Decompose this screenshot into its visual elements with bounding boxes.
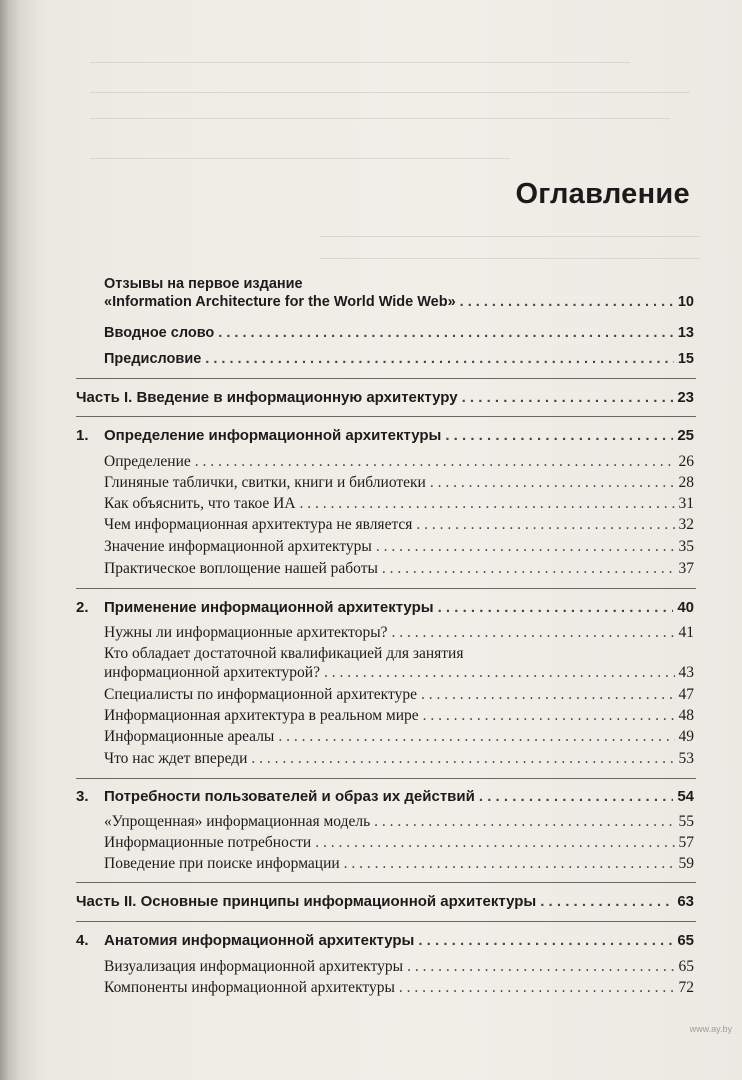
toc-section bbox=[104, 855, 694, 873]
chapter-number: 3. bbox=[76, 788, 89, 805]
section-divider bbox=[76, 378, 696, 379]
page-number: 40 bbox=[677, 599, 694, 616]
toc-chapter-1 bbox=[104, 427, 694, 444]
toc-section bbox=[104, 750, 694, 768]
toc-section-label: Визуализация информационной архитектуры bbox=[104, 958, 404, 975]
toc-chapter-label: Применение информационной архитектуры bbox=[104, 599, 434, 616]
watermark: www.ay.by bbox=[689, 1024, 732, 1034]
page-number: 35 bbox=[678, 538, 694, 555]
leader-dots bbox=[421, 686, 675, 704]
toc-section-label: Специалисты по информационной архитектуре bbox=[104, 686, 417, 703]
toc-section bbox=[104, 664, 694, 682]
toc-section bbox=[104, 958, 694, 976]
chapter-number: 2. bbox=[76, 599, 89, 616]
toc-chapter-label: Анатомия информационной архитектуры bbox=[104, 932, 415, 949]
leader-dots bbox=[324, 664, 675, 682]
toc-section-label: Определение bbox=[104, 453, 191, 470]
page-number: 10 bbox=[677, 294, 694, 310]
toc-section-label: Значение информационной архитектуры bbox=[104, 538, 372, 555]
page-number: 15 bbox=[677, 351, 694, 367]
toc-chapter-label: Определение информационной архитектуры bbox=[104, 427, 442, 444]
page-number: 32 bbox=[678, 516, 694, 533]
leader-dots bbox=[438, 599, 674, 616]
page-number: 23 bbox=[677, 389, 694, 406]
leader-dots bbox=[392, 624, 675, 642]
leader-dots bbox=[462, 389, 674, 406]
toc-section-label: Нужны ли информационные архитекторы? bbox=[104, 624, 388, 641]
leader-dots bbox=[251, 750, 674, 768]
section-divider bbox=[76, 778, 696, 779]
leader-dots bbox=[344, 855, 675, 873]
toc-section bbox=[104, 516, 694, 534]
toc-section bbox=[104, 707, 694, 725]
toc-section bbox=[104, 728, 694, 746]
page-number: 65 bbox=[678, 958, 694, 975]
toc-entry-label: Вводное слово bbox=[104, 325, 215, 341]
toc-part-label: Часть II. Основные принципы информационной архитектуры bbox=[76, 893, 537, 910]
toc-section bbox=[104, 979, 694, 997]
leader-dots bbox=[205, 351, 674, 367]
toc-section bbox=[104, 624, 694, 642]
toc-section-label: Информационные ареалы bbox=[104, 728, 275, 745]
toc-entry-foreword bbox=[104, 325, 694, 341]
toc-section-label: Что нас ждет впереди bbox=[104, 750, 248, 767]
leader-dots bbox=[430, 474, 675, 492]
leader-dots bbox=[479, 788, 673, 805]
leader-dots bbox=[374, 813, 674, 831]
toc-part-2 bbox=[76, 893, 694, 910]
toc-section-label: Информационные потребности bbox=[104, 834, 312, 851]
page-number: 48 bbox=[678, 707, 694, 724]
toc-section bbox=[104, 813, 694, 831]
page-number: 57 bbox=[678, 834, 694, 851]
leader-dots bbox=[218, 325, 674, 341]
page-number: 28 bbox=[678, 474, 694, 491]
page-number: 41 bbox=[678, 624, 694, 641]
page-number: 65 bbox=[677, 932, 694, 949]
section-divider bbox=[76, 588, 696, 589]
toc-section-label: Информационная архитектура в реальном мире bbox=[104, 707, 419, 724]
page-number: 55 bbox=[678, 813, 694, 830]
leader-dots bbox=[376, 538, 675, 556]
toc-section-label: Практическое воплощение нашей работы bbox=[104, 560, 378, 577]
toc-section-label: Чем информационная архитектура не является bbox=[104, 516, 413, 533]
toc-entry-preface bbox=[104, 351, 694, 367]
toc-section-line1: Кто обладает достаточной квалификацией для занятия bbox=[104, 645, 464, 662]
leader-dots bbox=[399, 979, 675, 997]
toc-section bbox=[104, 474, 694, 492]
leader-dots bbox=[315, 834, 674, 852]
toc-chapter-label: Потребности пользователей и образ их действий bbox=[104, 788, 475, 805]
toc-entry-label: Предисловие bbox=[104, 351, 202, 367]
page-number: 25 bbox=[677, 427, 694, 444]
page-number: 37 bbox=[678, 560, 694, 577]
toc-section bbox=[104, 453, 694, 471]
chapter-number: 4. bbox=[76, 932, 89, 949]
toc-section-label: Глиняные таблички, свитки, книги и библиотеки bbox=[104, 474, 426, 491]
leader-dots bbox=[418, 932, 673, 949]
leader-dots bbox=[278, 728, 674, 746]
section-divider bbox=[76, 882, 696, 883]
leader-dots bbox=[540, 893, 673, 910]
toc-section-label: «Упрощенная» информационная модель bbox=[104, 813, 371, 830]
toc-entry-reviews-line1: Отзывы на первое издание bbox=[104, 276, 303, 292]
page-number: 49 bbox=[678, 728, 694, 745]
leader-dots bbox=[460, 294, 674, 310]
toc-section-label: Поведение при поиске информации bbox=[104, 855, 340, 872]
toc-section-label: Компоненты информационной архитектуры bbox=[104, 979, 395, 996]
page-number: 43 bbox=[678, 664, 694, 681]
page-number: 13 bbox=[677, 325, 694, 341]
toc-entry-label: «Information Architecture for the World Wide Web» bbox=[104, 294, 456, 310]
toc-chapter-2 bbox=[104, 599, 694, 616]
page-number: 59 bbox=[678, 855, 694, 872]
toc-section bbox=[104, 686, 694, 704]
leader-dots bbox=[407, 958, 674, 976]
section-divider bbox=[76, 416, 696, 417]
page-number: 47 bbox=[678, 686, 694, 703]
toc-section bbox=[104, 834, 694, 852]
toc-section bbox=[104, 495, 694, 513]
page-number: 63 bbox=[677, 893, 694, 910]
chapter-number: 1. bbox=[76, 427, 89, 444]
leader-dots bbox=[195, 453, 675, 471]
leader-dots bbox=[300, 495, 675, 513]
toc-section bbox=[104, 538, 694, 556]
page-number: 26 bbox=[678, 453, 694, 470]
toc-entry-reviews bbox=[104, 294, 694, 310]
toc-chapter-4 bbox=[104, 932, 694, 949]
toc-section-label: Как объяснить, что такое ИА bbox=[104, 495, 296, 512]
toc-section-label: информационной архитектурой? bbox=[104, 664, 320, 681]
toc-chapter-3 bbox=[104, 788, 694, 805]
leader-dots bbox=[416, 516, 674, 534]
leader-dots bbox=[445, 427, 673, 444]
leader-dots bbox=[423, 707, 675, 725]
toc-part-1 bbox=[76, 389, 694, 406]
leader-dots bbox=[382, 560, 675, 578]
page-number: 31 bbox=[678, 495, 694, 512]
page-number: 54 bbox=[677, 788, 694, 805]
toc-section bbox=[104, 560, 694, 578]
toc-part-label: Часть I. Введение в информационную архитектуру bbox=[76, 389, 458, 406]
page-number: 53 bbox=[678, 750, 694, 767]
page-number: 72 bbox=[678, 979, 694, 996]
section-divider bbox=[76, 921, 696, 922]
page-title: Оглавление bbox=[515, 178, 690, 210]
